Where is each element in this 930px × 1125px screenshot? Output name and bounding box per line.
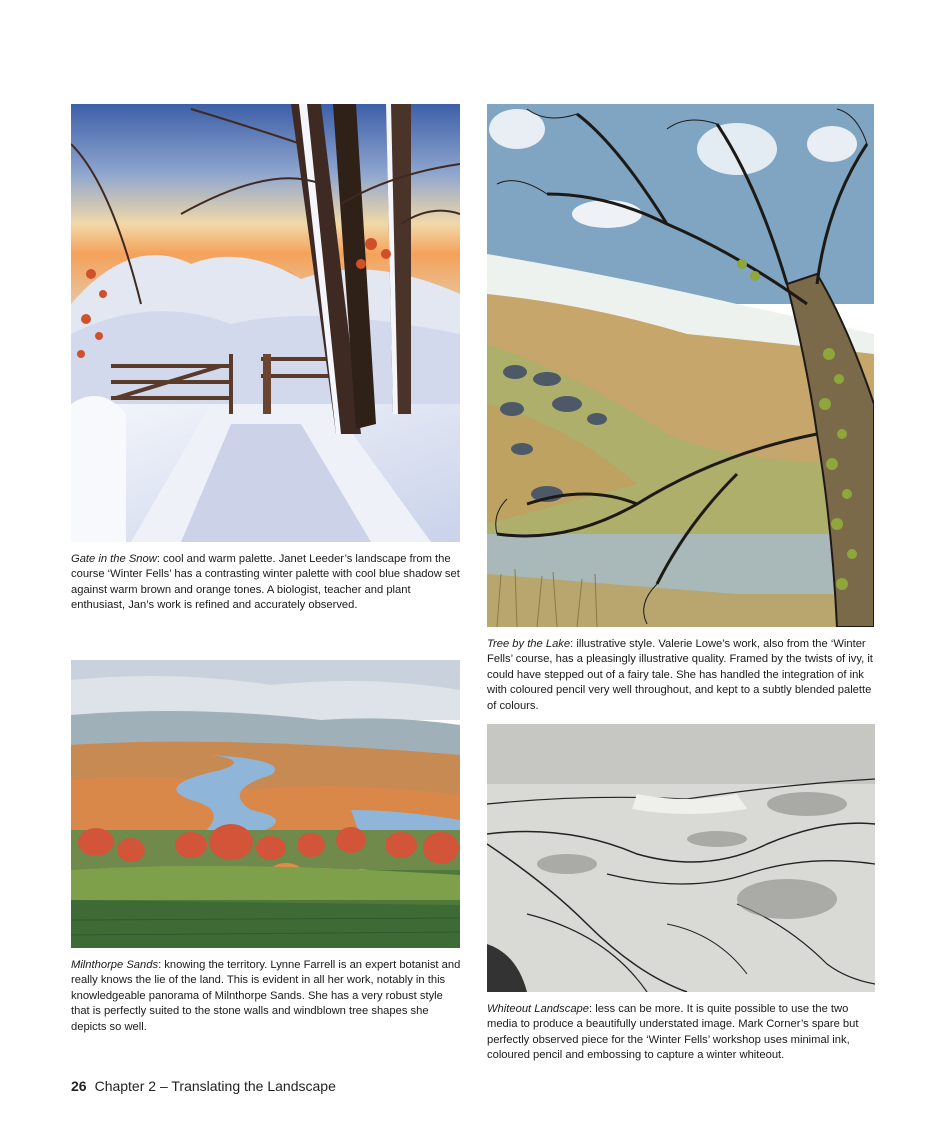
figure-gate-in-the-snow — [71, 104, 460, 542]
chapter-title: Chapter 2 – Translating the Landscape — [94, 1078, 336, 1094]
page-number: 26 — [71, 1078, 87, 1094]
caption-milnthorpe-sands: Milnthorpe Sands: knowing the territory. Lynne Farrell is an expert botanist and really knows the lie of the land. This is evident in all her work, notably in this knowledgeable panorama of Milnthorpe Sands. She has a very robust style that is perfectly suited to the stone walls and windblown tree shapes she depicts so well. — [71, 959, 461, 1033]
figure-whiteout-landscape — [487, 724, 875, 992]
figure-milnthorpe-sands — [71, 660, 460, 948]
caption-whiteout-landscape: Whiteout Landscape: less can be more. It is quite possible to use the two media to produce a beautifully understated image. Mark Corner’s spare but perfectly observed piece for the ‘Winter Fells’ workshop uses minimal ink, coloured pencil and embossing to capture a winter whiteout. — [487, 1003, 859, 1062]
caption-gate-in-the-snow: Gate in the Snow: cool and warm palette. Janet Leeder’s landscape from the course ‘Winter Fells’ has a contrasting winter palette with cool blue shadow set against warm brown and orange tones. A biologist, teacher and plant enthusiast, Jan’s work is refined and accurately observed. — [71, 553, 460, 612]
caption-title: Gate in the Snow — [71, 553, 157, 565]
caption-title: Milnthorpe Sands — [71, 959, 159, 971]
caption-title: Tree by the Lake — [487, 638, 571, 650]
page-footer — [71, 1078, 336, 1094]
figure-tree-by-the-lake — [487, 104, 874, 627]
caption-title: Whiteout Landscape — [487, 1003, 589, 1015]
caption-tree-by-the-lake: Tree by the Lake: illustrative style. Valerie Lowe’s work, also from the ‘Winter Fells’ course, has a pleasingly illustrative quality. Framed by the twists of ivy, it could have stepped out of a fairy tale. She has handled the integration of ink with coloured pencil very well throughout, and kept to a subtly blended palette of colours. — [487, 638, 873, 712]
